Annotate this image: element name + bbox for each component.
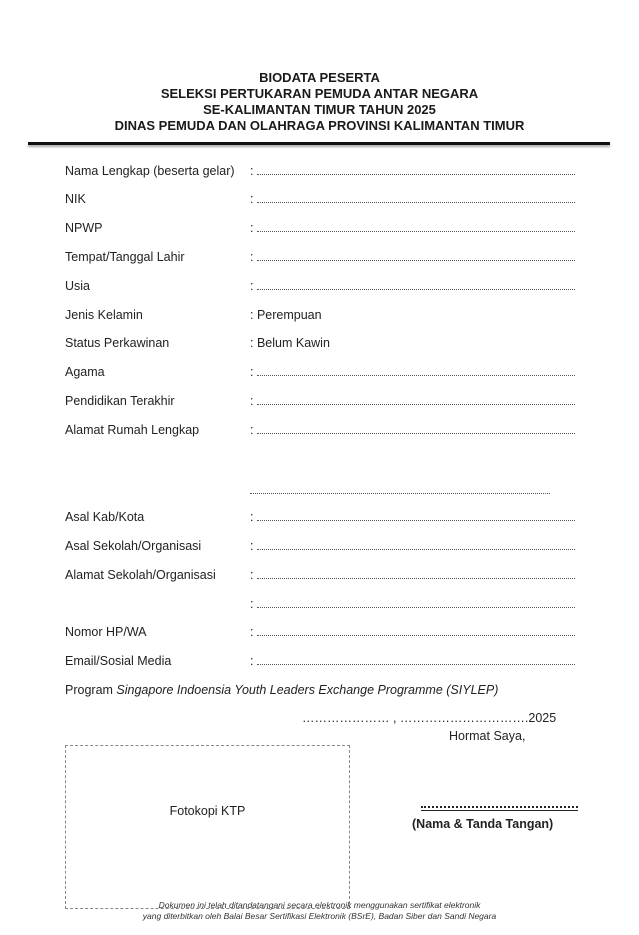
- field-value[interactable]: :: [250, 163, 579, 179]
- field-label: Alamat Sekolah/Organisasi: [65, 568, 216, 582]
- document-header: [0, 70, 639, 134]
- field-value[interactable]: :: [250, 249, 579, 265]
- field-value[interactable]: :: [250, 422, 579, 438]
- field-label: Nama Lengkap (beserta gelar): [65, 164, 235, 178]
- field-value[interactable]: :: [250, 624, 579, 640]
- blank-line: [257, 422, 575, 434]
- date-line: ………………… , ………………………….2025: [302, 711, 557, 725]
- field-label: NIK: [65, 192, 86, 206]
- e-signature-footer: Dokumen ini telah ditandatangani secara elektronik menggunakan sertifikat elektronik yang diterbitkan oleh Balai Besar Sertifikasi Elektronik (BSrE), Badan Siber dan Sandi Negara: [142, 900, 497, 921]
- blank-line: [257, 220, 575, 232]
- blank-line: [257, 538, 575, 550]
- field-value[interactable]: :: [250, 393, 579, 409]
- field-label: Pendidikan Terakhir: [65, 394, 175, 408]
- field-value[interactable]: :: [250, 364, 579, 380]
- ktp-label: Fotokopi KTP: [169, 804, 246, 818]
- header-line: SELEKSI PERTUKARAN PEMUDA ANTAR NEGARA: [160, 86, 479, 101]
- blank-line: [257, 364, 575, 376]
- field-value[interactable]: :: [250, 653, 579, 669]
- header-divider: [28, 142, 610, 145]
- field-label: Status Perkawinan: [65, 336, 170, 350]
- field-value[interactable]: : Perempuan: [250, 308, 322, 322]
- field-label: Jenis Kelamin: [65, 308, 143, 322]
- blank-line: [257, 163, 575, 175]
- blank-line: [250, 482, 550, 494]
- ktp-photo-box: [65, 745, 350, 909]
- field-label: Alamat Rumah Lengkap: [65, 423, 200, 437]
- field-value[interactable]: :: [250, 538, 579, 554]
- signature-label: (Nama & Tanda Tangan): [412, 817, 554, 831]
- blank-line: [257, 624, 575, 636]
- blank-line: [257, 191, 575, 203]
- blank-line: [257, 249, 575, 261]
- field-value[interactable]: : Belum Kawin: [250, 336, 330, 350]
- closing: Hormat Saya,: [449, 729, 526, 743]
- field-value[interactable]: :: [250, 567, 579, 583]
- field-label: Usia: [65, 279, 91, 293]
- blank-line: [257, 567, 575, 579]
- header-line: DINAS PEMUDA DAN OLAHRAGA PROVINSI KALIMANTAN TIMUR: [114, 118, 525, 133]
- program-name: Singapore Indoensia Youth Leaders Exchange Programme (SIYLEP): [116, 683, 499, 697]
- blank-line: [257, 278, 575, 290]
- signature-line: [421, 806, 578, 811]
- blank-line: [257, 393, 575, 405]
- field-label: Agama: [65, 365, 105, 379]
- field-value[interactable]: :: [250, 191, 579, 207]
- header-line: SE-KALIMANTAN TIMUR TAHUN 2025: [203, 102, 436, 117]
- header-line: BIODATA PESERTA: [259, 70, 380, 85]
- field-label: Tempat/Tanggal Lahir: [65, 250, 185, 264]
- field-value[interactable]: :: [250, 509, 579, 525]
- field-value[interactable]: :: [250, 220, 579, 236]
- field-label: Nomor HP/WA: [65, 625, 147, 639]
- field-label: Email/Sosial Media: [65, 654, 172, 668]
- field-label: NPWP: [65, 221, 103, 235]
- field-value[interactable]: [250, 482, 579, 498]
- program-line: Program Singapore Indoensia Youth Leaders Exchange Programme (SIYLEP): [65, 683, 499, 697]
- blank-line: [257, 653, 575, 665]
- field-value[interactable]: :: [250, 278, 579, 294]
- field-label: Asal Kab/Kota: [65, 510, 145, 524]
- blank-line: [257, 596, 575, 608]
- field-value[interactable]: :: [250, 596, 579, 612]
- blank-line: [257, 509, 575, 521]
- field-label: Asal Sekolah/Organisasi: [65, 539, 202, 553]
